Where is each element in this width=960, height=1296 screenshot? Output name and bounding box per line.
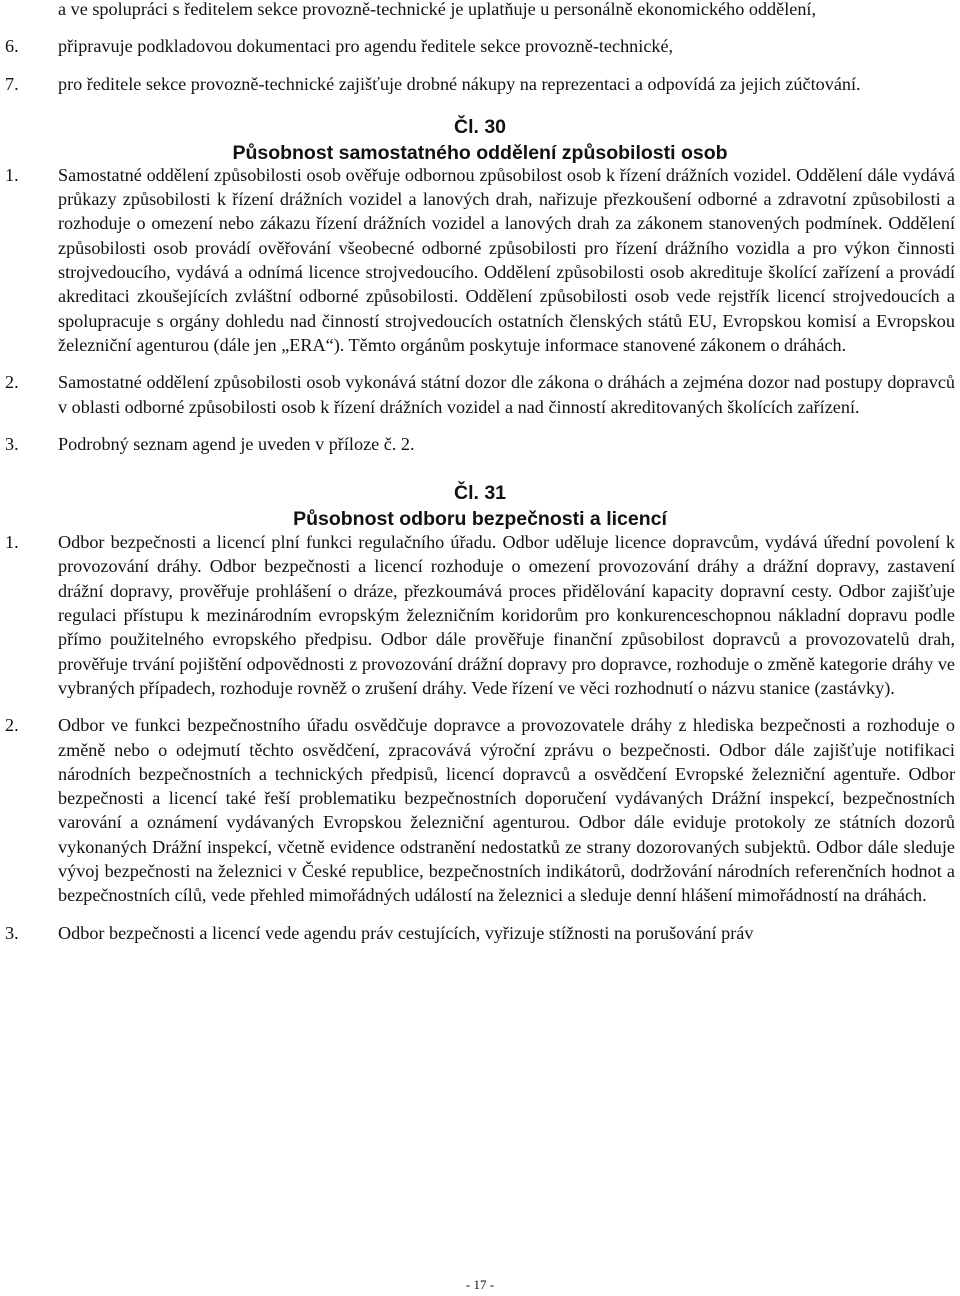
article-31-item-2	[0, 713, 960, 907]
list-item-text: Samostatné oddělení způsobilosti osob vykonává státní dozor dle zákona o dráhách a zejména dozor nad postupy dopravců v oblasti odborné způsobilosti osob k řízení drážních vozidel a nad činností akreditovaných školících zařízení.	[58, 372, 955, 417]
list-item-text: Podrobný seznam agend je uveden v příloze č. 2.	[58, 433, 415, 454]
list-item-5-continuation	[0, 0, 960, 21]
article-31-item-1	[0, 530, 960, 700]
list-item-7	[0, 72, 960, 96]
list-item-text: Odbor bezpečnosti a licencí plní funkci regulačního úřadu. Odbor uděluje licence dopravcům, vydává úřední povolení k provozování dráhy. Odbor bezpečnosti a licencí rozhoduje o omezení provozování dráhy a drážní dopravy, zastavení drážní dopravy, prověřuje prohlášení o dráze, přezkoumává proces přidělování kapacity dopravní cesty. Odbor zajišťuje regulaci přístupu k mezinárodním evropským železničním koridorům pro konkurenceschopnou nákladní dopravu podle přímo použitelného evropského předpisu. Odbor dále prověřuje finanční způsobilost dopravců a provozovatelů drah, prověřuje trvání pojištění odpovědnosti z provozování drážní dopravy pro dopravce, rozhoduje o změně kategorie dráhy ve vybraných případech, rozhoduje rovněž o zrušení dráhy. Vede řízení ve věci rozhodnutí o názvu stanice (zastávky).	[58, 532, 955, 698]
list-number: 2.	[5, 715, 19, 736]
list-number: 7.	[5, 73, 19, 94]
list-item-text: Odbor bezpečnosti a licencí vede agendu práv cestujících, vyřizuje stížnosti na porušování práv	[58, 922, 754, 943]
article-30-number: Čl. 30	[453, 115, 507, 138]
page-number: - 17 -	[465, 1277, 495, 1292]
article-30-item-3	[0, 432, 960, 456]
list-item-text: Odbor ve funkci bezpečnostního úřadu osvědčuje dopravce a provozovatele dráhy z hlediska bezpečnosti a rozhoduje o změně nebo o odejmutí těchto osvědčení, zpracovává výroční zprávu o bezpečnosti. Odbor dále zajišťuje notifikaci národních bezpečnostních a technických předpisů, licencí dopravců a osvědčení Evropské železniční agentuře. Odbor bezpečnosti a licencí také řeší problematiku bezpečnostních doporučení vydávaných Drážní inspekcí, bezpečnostních varování a oznámení vydávaných Evropskou železniční agenturou. Odbor dále eviduje protokoly ze státních dozorů vykonaných Drážní inspekcí, včetně evidence odstranění nedostatků ze strany dozorovaných subjektů. Odbor dále sleduje vývoj bezpečnosti na železnici v České republice, bezpečnostních indikátorů, dodržování národních referenčních hodnot a bezpečnostních cílů, vede přehled mimořádných událostí na železnici a sleduje denní hlášení mimořádností na dráhách.	[58, 715, 955, 906]
article-31-item-3	[0, 921, 960, 945]
article-30-item-1	[0, 163, 960, 357]
list-number: 3.	[5, 433, 19, 454]
list-number: 1.	[5, 532, 19, 553]
list-item-text: připravuje podkladovou dokumentaci pro agendu ředitele sekce provozně-technické,	[58, 36, 674, 57]
list-item-text: a ve spolupráci s ředitelem sekce provozně-technické je uplatňuje u personálně ekonomického oddělení,	[58, 0, 817, 19]
list-item-6	[0, 34, 960, 58]
list-number: 2.	[5, 372, 19, 393]
list-item-text: pro ředitele sekce provozně-technické zajišťuje drobné nákupy na reprezentaci a odpovídá za jejich zúčtování.	[58, 73, 861, 94]
article-30-item-2	[0, 370, 960, 419]
article-31-title: Působnost odboru bezpečnosti a licencí	[293, 508, 667, 531]
article-31-number: Čl. 31	[453, 482, 507, 505]
list-item-text: Samostatné oddělení způsobilosti osob ověřuje odbornou způsobilost osob k řízení drážních vozidel. Oddělení dále vydává průkazy způsobilosti k řízení drážních vozidel a lanových drah, nařizuje přezkoušení odborné a zdravotní způsobilosti a rozhoduje o omezení nebo zákazu řízení drážních vozidel a lanových drah za zákonem stanovených podmínek. Oddělení způsobilosti osob provádí ověřování všeobecné odborné způsobilosti pro řízení drážního vozidla a pro výkon činnosti strojvedoucího, vydává a odnímá licence strojvedoucího. Oddělení způsobilosti osob akredituje školící zařízení a provádí akreditaci zkoušejících zvláštní odborné způsobilosti. Oddělení způsobilosti osob vede rejstřík licencí strojvedoucích a spolupracuje s orgány dohledu nad činností strojvedoucích ostatních členských států EU, Evropskou komisí a Evropskou železniční agenturou (dále jen „ERA“). Těmto orgánům poskytuje informace stanovené zákonem o dráhách.	[58, 164, 955, 355]
article-30-title: Působnost samostatného oddělení způsobilosti osob	[232, 141, 728, 164]
list-number: 1.	[5, 164, 19, 185]
list-number: 6.	[5, 36, 19, 57]
list-number: 3.	[5, 922, 19, 943]
